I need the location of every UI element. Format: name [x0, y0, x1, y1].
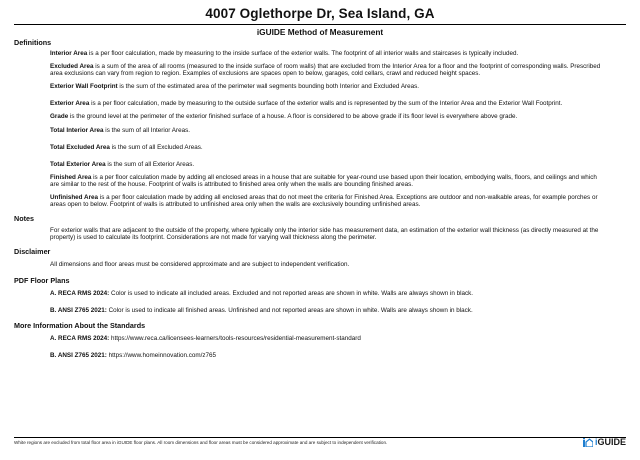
definition-item: Unfinished Area is a per floor calculation made by adding all enclosed areas that do not meet the criteria for Finished Area. Exceptions are outdoor and non-walkable areas, for example porches or areas open to below. Footprint of walls is attributed to unfinished area only when the walls are exclusively bounding unfinished areas. — [50, 194, 598, 209]
footer-divider — [14, 437, 626, 438]
pdf-floor-plans-heading: PDF Floor Plans — [14, 275, 70, 285]
notes-text: For exterior walls that are adjacent to the outside of the property, where typically only the interior side has measurement data, an estimation of the exterior wall thickness (as directly measured at the property) is used to calculate its footprint. Considerations are not made for varying wall thickness along the perimeter. — [50, 227, 599, 242]
title-divider — [14, 24, 626, 25]
standard-link[interactable]: https://www.homeinnovation.com/z765 — [106, 351, 217, 359]
disclaimer-text: All dimensions and floor areas must be considered approximate and are subject to independent verification. — [50, 261, 350, 269]
notes-heading: Notes — [14, 214, 34, 224]
definition-item: Grade is the ground level at the perimeter of the exterior finished surface of a house. A floor is considered to be above grade if its floor level is everywhere above grade. — [50, 113, 518, 121]
standard-link-item: A. RECA RMS 2024: https://www.reca.ca/licensees-learners/tools-resources/residential-measurement-standard — [50, 334, 361, 342]
standard-link-item: B. ANSI Z765 2021: https://www.homeinnovation.com/z765 — [50, 351, 217, 359]
iguide-logo — [583, 437, 626, 447]
standard-link[interactable]: https://www.reca.ca/licensees-learners/tools-resources/residential-measurement-standard — [109, 334, 361, 342]
disclaimer-heading: Disclaimer — [14, 247, 51, 257]
definition-item: Total Exterior Area is the sum of all Exterior Areas. — [50, 160, 195, 168]
content — [14, 38, 626, 359]
definitions-heading: Definitions — [14, 38, 52, 47]
floor-plan-standard-item: A. RECA RMS 2024: Color is used to indicate all included areas. Excluded and not reported areas are shown in white. Walls are always shown in black. — [50, 289, 474, 297]
floor-plan-standard-item: B. ANSI Z765 2021: Color is used to indicate all finished areas. Unfinished and not reported areas are shown in white. Walls are always shown in black. — [50, 306, 473, 314]
definition-item: Finished Area is a per floor calculation made by adding all enclosed areas in a house that are suitable for year-round use based upon their location, embodying walls, floors, and ceilings and which are similar to the rest of the house. Footprint of walls is attributed to finished area only when the walls are bounding finished areas. — [50, 173, 597, 188]
iguide-logo-icon — [583, 438, 593, 447]
definition-item: Total Interior Area is the sum of all Interior Areas. — [50, 126, 190, 134]
definition-item: Interior Area is a per floor calculation, made by measuring to the inside surface of the exterior walls. The footprint of all interior walls and staircases is typically included. — [50, 50, 519, 57]
definition-item: Total Excluded Area is the sum of all Excluded Areas. — [50, 143, 203, 151]
definition-item: Exterior Wall Footprint is the sum of the estimated area of the perimeter wall segments bounding both Interior and Excluded Areas. — [50, 83, 420, 91]
page-subtitle: iGUIDE Method of Measurement — [256, 27, 384, 37]
definition-item: Excluded Area is a sum of the area of all rooms (measured to the inside surface of room walls) that are excluded from the Interior Area for a floor and the footprint of corresponding walls. Prescribed area exclusions can vary from region to region. Examples of exclusions are spaces open to below, garages, cold cellars, crawl and reduced height spaces. — [50, 63, 601, 78]
definition-item: Exterior Area is a per floor calculation, made by measuring to the outside surface of the exterior walls and is represented by the sum of the Interior Area and the Exterior Wall Footprint. — [50, 100, 563, 108]
page-title: 4007 Oglethorpe Dr, Sea Island, GA — [205, 6, 435, 21]
footer-disclaimer: White regions are excluded from total floor area in iGUIDE floor plans. All room dimensions and floor areas must be considered approximate and are subject to independent verification. — [14, 440, 388, 445]
more-info-heading: More Information About the Standards — [14, 320, 146, 330]
iguide-logo-text: iGUIDE — [594, 437, 626, 447]
